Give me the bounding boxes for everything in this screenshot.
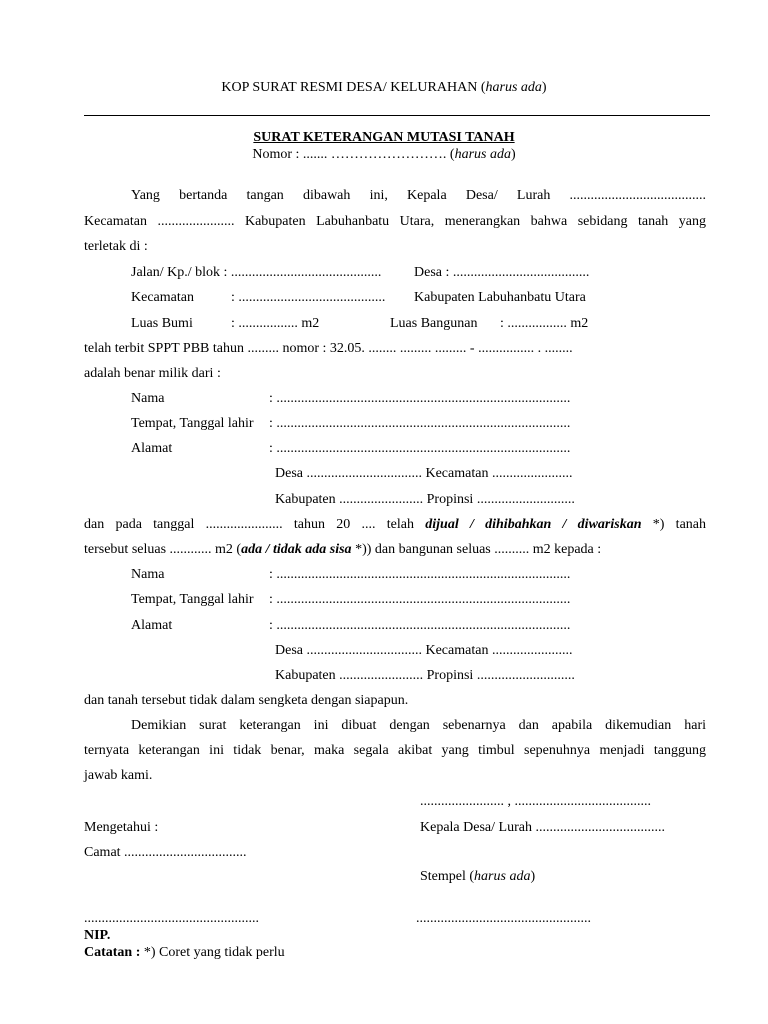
kepala-desa-line: Kepala Desa/ Lurah ..................................... — [420, 820, 665, 835]
mengetahui-label: Mengetahui : — [84, 820, 159, 835]
transfer-line-2: tersebut seluas ............ m2 (ada / tidak ada sisa *)) dan bangunan seluas .......... m2 kepada : — [84, 542, 602, 557]
owner1-nama-value: : .................................................................................... — [269, 391, 571, 406]
luas-bangunan-label: Luas Bangunan — [390, 316, 478, 331]
document-number: Nomor : ....... ……………………. (harus ada) — [252, 147, 516, 162]
jalan-field: Jalan/ Kp./ blok : ........................................... — [131, 265, 382, 280]
owner2-nama-value: : .................................................................................... — [269, 567, 571, 582]
kecamatan-value: : .......................................... — [231, 290, 386, 305]
closing-line-1: Demikian surat keterangan ini dibuat dengan sebenarnya dan apabila dikemudian hari — [131, 718, 706, 733]
owner1-kabupaten-line: Kabupaten ........................ Propinsi ............................ — [275, 492, 575, 507]
intro-line-1: Yang bertanda tangan dibawah ini, Kepala Desa/ Lurah ....................................... — [131, 188, 706, 203]
left-signature-line: .................................................. — [84, 911, 259, 926]
owner1-alamat-label: Alamat — [131, 441, 173, 456]
catatan-note: Catatan : *) Coret yang tidak perlu — [84, 945, 285, 960]
kecamatan-label: Kecamatan — [131, 290, 194, 305]
date-place-line: ........................ , ....................................... — [420, 794, 651, 809]
closing-line-3: jawab kami. — [84, 768, 153, 783]
camat-line: Camat ................................... — [84, 845, 247, 860]
intro-line-2: Kecamatan ...................... Kabupaten Labuhanbatu Utara, menerangkan bahwa sebidang tanah yang — [84, 214, 706, 229]
owner1-desa-line: Desa ................................. Kecamatan ....................... — [275, 466, 573, 481]
owner2-alamat-value: : .................................................................................... — [269, 618, 571, 633]
owner2-kabupaten-line: Kabupaten ........................ Propinsi ............................ — [275, 668, 575, 683]
sppt-line: telah terbit SPPT PBB tahun ......... nomor : 32.05. ........ ......... ......... - ................ . ........ — [84, 341, 573, 356]
intro-line-3: terletak di : — [84, 239, 148, 254]
letterhead-divider — [84, 115, 710, 116]
owner2-ttl-label: Tempat, Tanggal lahir — [131, 592, 254, 607]
document-title: SURAT KETERANGAN MUTASI TANAH — [253, 130, 515, 145]
owner2-ttl-value: : .................................................................................... — [269, 592, 571, 607]
milik-line: adalah benar milik dari : — [84, 366, 221, 381]
owner1-alamat-value: : .................................................................................... — [269, 441, 571, 456]
owner1-ttl-label: Tempat, Tanggal lahir — [131, 416, 254, 431]
closing-line-2: ternyata keterangan ini tidak benar, maka segala akibat yang timbul sepenuhnya menjadi tanggung — [84, 743, 706, 758]
luas-bangunan-value: : ................. m2 — [500, 316, 589, 331]
sengketa-line: dan tanah tersebut tidak dalam sengketa dengan siapapun. — [84, 693, 409, 708]
owner2-desa-line: Desa ................................. Kecamatan ....................... — [275, 643, 573, 658]
owner1-nama-label: Nama — [131, 391, 165, 406]
owner2-nama-label: Nama — [131, 567, 165, 582]
kabupaten-text: Kabupaten Labuhanbatu Utara — [414, 290, 586, 305]
stempel-note: Stempel (harus ada) — [420, 869, 536, 884]
transfer-line-1: dan pada tanggal ...................... tahun 20 .... telah dijual / dihibahkan / diwariskan *) tanah — [84, 517, 707, 532]
nip-label: NIP. — [84, 928, 111, 943]
luas-bumi-label: Luas Bumi — [131, 316, 193, 331]
letterhead-text: KOP SURAT RESMI DESA/ KELURAHAN (harus ada) — [221, 80, 547, 95]
owner2-alamat-label: Alamat — [131, 618, 173, 633]
owner1-ttl-value: : .................................................................................... — [269, 416, 571, 431]
desa-field: Desa : ....................................... — [414, 265, 590, 280]
right-signature-line: .................................................. — [416, 911, 591, 926]
luas-bumi-value: : ................. m2 — [231, 316, 320, 331]
